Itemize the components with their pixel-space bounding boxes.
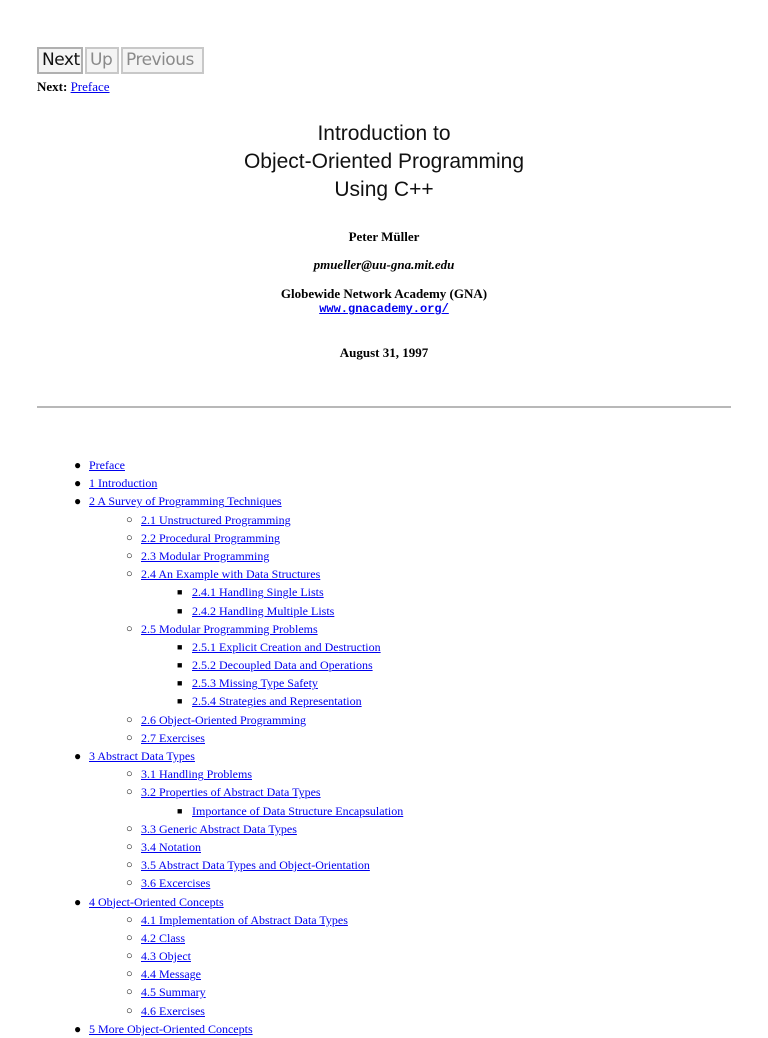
square-bullet-icon: ■ [177, 605, 183, 616]
toc-link[interactable]: 4.4 Message [141, 967, 201, 982]
toc-link[interactable]: 3.3 Generic Abstract Data Types [141, 821, 297, 836]
toc-item [0, 911, 768, 929]
toc-item [0, 838, 768, 856]
toc-link[interactable]: 3.1 Handling Problems [141, 767, 252, 782]
square-bullet-icon: ■ [177, 696, 183, 707]
toc-link[interactable]: 2.5.2 Decoupled Data and Operations [192, 658, 373, 673]
toc-item [0, 947, 768, 965]
open-circle-bullet-icon: ○ [126, 931, 133, 944]
open-circle-bullet-icon: ○ [126, 950, 133, 963]
open-circle-bullet-icon: ○ [126, 913, 133, 926]
toc-item [0, 583, 768, 601]
next-page-link[interactable]: Preface [70, 79, 110, 94]
toc-link[interactable]: 2.1 Unstructured Programming [141, 512, 291, 527]
toc-link[interactable]: Importance of Data Structure Encapsulation [192, 803, 404, 818]
square-bullet-icon: ■ [177, 660, 183, 671]
toc-item [0, 711, 768, 729]
toc-item [0, 1002, 768, 1020]
toc-link[interactable]: 2.2 Procedural Programming [141, 530, 280, 545]
toc-item [0, 529, 768, 547]
square-bullet-icon: ■ [177, 641, 183, 652]
toc-link[interactable]: 4.2 Class [141, 930, 186, 945]
filled-circle-bullet-icon: ● [74, 894, 82, 909]
title-line-1: Introduction to [317, 122, 451, 145]
publication-date: August 31, 1997 [339, 345, 429, 360]
toc-item [0, 802, 768, 820]
page-title [0, 120, 768, 204]
toc-link[interactable]: 2.4.2 Handling Multiple Lists [192, 603, 335, 618]
toc-item [0, 602, 768, 620]
author-email: pmueller@uu-gna.mit.edu [313, 257, 455, 272]
toc-link[interactable]: 3 Abstract Data Types [89, 749, 195, 763]
toc-item [0, 893, 768, 911]
previous-button[interactable]: Previous [121, 47, 204, 74]
open-circle-bullet-icon: ○ [126, 877, 133, 890]
toc-item [0, 456, 768, 474]
toc-link[interactable]: 4 Object-Oriented Concepts [89, 894, 224, 909]
toc-link[interactable]: 2.4.1 Handling Single Lists [192, 585, 324, 600]
toc-link[interactable]: 2.3 Modular Programming [141, 548, 270, 563]
open-circle-bullet-icon: ○ [126, 786, 133, 799]
square-bullet-icon: ■ [177, 805, 183, 816]
toc-link[interactable]: 2.7 Exercises [141, 730, 205, 745]
toc-item [0, 783, 768, 801]
toc-link[interactable]: 2.6 Object-Oriented Programming [141, 712, 306, 727]
toc-link[interactable]: 3.5 Abstract Data Types and Object-Orientation [141, 858, 370, 873]
square-bullet-icon: ■ [177, 678, 183, 689]
toc-item [0, 492, 768, 510]
open-circle-bullet-icon: ○ [126, 622, 133, 635]
toc-link[interactable]: 2.4 An Example with Data Structures [141, 567, 321, 582]
up-button[interactable]: Up [85, 47, 119, 74]
toc-item [0, 1020, 768, 1038]
open-circle-bullet-icon: ○ [126, 1004, 133, 1017]
title-line-2: Object-Oriented Programming [243, 150, 525, 173]
author-name: Peter Müller [348, 229, 420, 244]
toc-link[interactable]: 3.4 Notation [141, 839, 201, 854]
toc-item [0, 856, 768, 874]
toc-link[interactable]: 2 A Survey of Programming Techniques [89, 494, 282, 509]
open-circle-bullet-icon: ○ [126, 822, 133, 835]
filled-circle-bullet-icon: ● [74, 458, 82, 472]
open-circle-bullet-icon: ○ [126, 549, 133, 562]
navigation-bar [37, 47, 204, 74]
toc-item [0, 674, 768, 692]
toc-list [0, 456, 768, 1038]
open-circle-bullet-icon: ○ [126, 840, 133, 853]
toc-link[interactable]: 2.5 Modular Programming Problems [141, 621, 318, 636]
toc-item [0, 874, 768, 892]
open-circle-bullet-icon: ○ [126, 513, 133, 526]
toc-item [0, 820, 768, 838]
toc-item [0, 565, 768, 583]
square-bullet-icon: ■ [177, 587, 183, 598]
toc-item [0, 983, 768, 1001]
toc-item [0, 729, 768, 747]
filled-circle-bullet-icon: ● [74, 494, 82, 509]
open-circle-bullet-icon: ○ [126, 531, 133, 544]
next-link-line [37, 79, 110, 95]
open-circle-bullet-icon: ○ [126, 986, 133, 999]
toc-link[interactable]: 3.2 Properties of Abstract Data Types [141, 785, 321, 800]
toc-link[interactable]: 5 More Object-Oriented Concepts [89, 1021, 253, 1036]
open-circle-bullet-icon: ○ [126, 968, 133, 981]
toc-link[interactable]: 3.6 Excercises [141, 876, 211, 891]
toc-item [0, 965, 768, 983]
open-circle-bullet-icon: ○ [126, 568, 133, 581]
toc-item [0, 765, 768, 783]
toc-item [0, 511, 768, 529]
filled-circle-bullet-icon: ● [74, 476, 82, 491]
organization-name: Globewide Network Academy (GNA) [280, 286, 488, 301]
table-of-contents [0, 456, 768, 1038]
toc-item [0, 620, 768, 638]
toc-item [0, 474, 768, 492]
toc-link[interactable]: 4.5 Summary [141, 985, 206, 1000]
filled-circle-bullet-icon: ● [74, 1021, 82, 1036]
next-button[interactable]: Next [37, 47, 83, 74]
horizontal-divider [37, 406, 731, 408]
title-line-3: Using C++ [334, 178, 434, 201]
toc-item [0, 656, 768, 674]
toc-item [0, 747, 768, 765]
filled-circle-bullet-icon: ● [74, 749, 82, 763]
open-circle-bullet-icon: ○ [126, 713, 133, 726]
website-link[interactable]: www.gnacademy.org/ [319, 302, 449, 316]
toc-link[interactable]: 2.5.1 Explicit Creation and Destruction [192, 639, 381, 654]
toc-link[interactable]: 4.3 Object [141, 949, 191, 964]
toc-item [0, 547, 768, 565]
open-circle-bullet-icon: ○ [126, 731, 133, 744]
toc-link[interactable]: 1 Introduction [89, 476, 158, 491]
toc-link[interactable]: 2.5.3 Missing Type Safety [192, 676, 318, 691]
open-circle-bullet-icon: ○ [126, 859, 133, 872]
next-prefix-label: Next: [37, 79, 68, 94]
toc-link[interactable]: 4.6 Exercises [141, 1003, 205, 1018]
toc-link[interactable]: 4.1 Implementation of Abstract Data Types [141, 912, 348, 927]
toc-item [0, 929, 768, 947]
toc-item [0, 638, 768, 656]
toc-link[interactable]: 2.5.4 Strategies and Representation [192, 694, 362, 709]
open-circle-bullet-icon: ○ [126, 768, 133, 781]
toc-item [0, 692, 768, 710]
toc-link[interactable]: Preface [89, 458, 125, 472]
